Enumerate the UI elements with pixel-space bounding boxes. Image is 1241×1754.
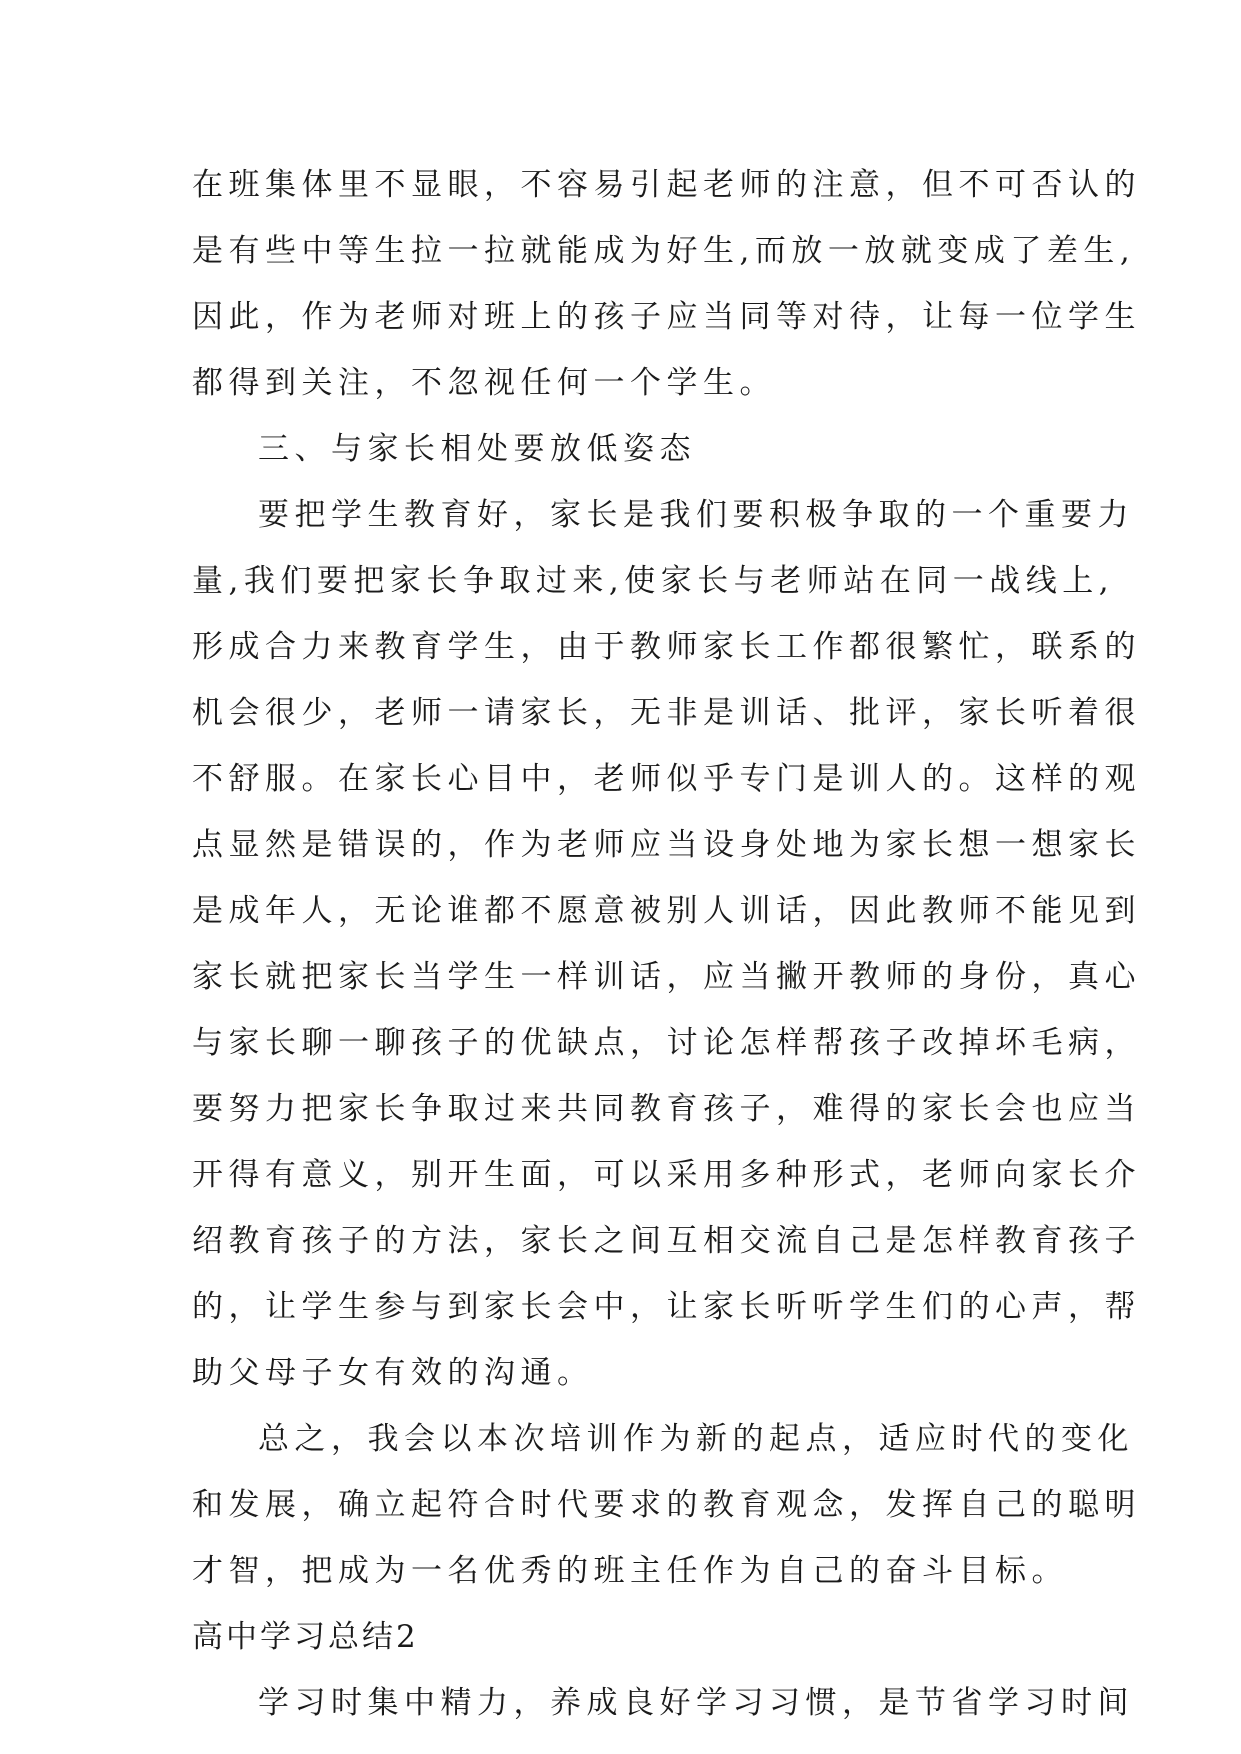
body-text-line: 开得有意义，别开生面，可以采用多种形式，老师向家长介 <box>192 1157 1141 1193</box>
body-text-line: 绍教育孩子的方法，家长之间互相交流自己是怎样教育孩子 <box>192 1223 1141 1259</box>
body-text-line: 是有些中等生拉一拉就能成为好生,而放一放就变成了差生, <box>192 233 1136 269</box>
body-text-line: 与家长聊一聊孩子的优缺点，讨论怎样帮孩子改掉坏毛病， <box>192 1025 1141 1061</box>
body-text-line: 总之，我会以本次培训作为新的起点，适应时代的变化 <box>258 1421 1134 1457</box>
body-text-line: 形成合力来教育学生，由于教师家长工作都很繁忙，联系的 <box>192 629 1141 665</box>
body-text-line: 学习时集中精力，养成良好学习习惯，是节省学习时间 <box>258 1685 1134 1721</box>
body-text-line: 点显然是错误的，作为老师应当设身处地为家长想一想家长 <box>192 827 1141 863</box>
body-text-line: 机会很少，老师一请家长，无非是训话、批评，家长听着很 <box>192 695 1141 731</box>
document-title: 高中学习总结2 <box>192 1619 419 1655</box>
section-heading: 三、与家长相处要放低姿态 <box>258 431 696 467</box>
body-text-line: 在班集体里不显眼，不容易引起老师的注意，但不可否认的 <box>192 167 1141 203</box>
body-text-line: 要把学生教育好，家长是我们要积极争取的一个重要力 <box>258 497 1134 533</box>
body-text-line: 和发展，确立起符合时代要求的教育观念，发挥自己的聪明 <box>192 1487 1141 1523</box>
body-text-line: 是成年人，无论谁都不愿意被别人训话，因此教师不能见到 <box>192 893 1141 929</box>
body-text-line: 才智，把成为一名优秀的班主任作为自己的奋斗目标。 <box>192 1553 1068 1589</box>
body-text-line: 量,我们要把家长争取过来,使家长与老师站在同一战线上, <box>192 563 1115 599</box>
body-text-line: 的，让学生参与到家长会中，让家长听听学生们的心声，帮 <box>192 1289 1141 1325</box>
body-text-line: 都得到关注，不忽视任何一个学生。 <box>192 365 776 401</box>
body-text-line: 因此，作为老师对班上的孩子应当同等对待，让每一位学生 <box>192 299 1141 335</box>
body-text-line: 不舒服。在家长心目中，老师似乎专门是训人的。这样的观 <box>192 761 1141 797</box>
body-text-line: 要努力把家长争取过来共同教育孩子，难得的家长会也应当 <box>192 1091 1141 1127</box>
body-text-line: 助父母子女有效的沟通。 <box>192 1355 594 1391</box>
body-text-line: 家长就把家长当学生一样训话，应当撇开教师的身份，真心 <box>192 959 1141 995</box>
